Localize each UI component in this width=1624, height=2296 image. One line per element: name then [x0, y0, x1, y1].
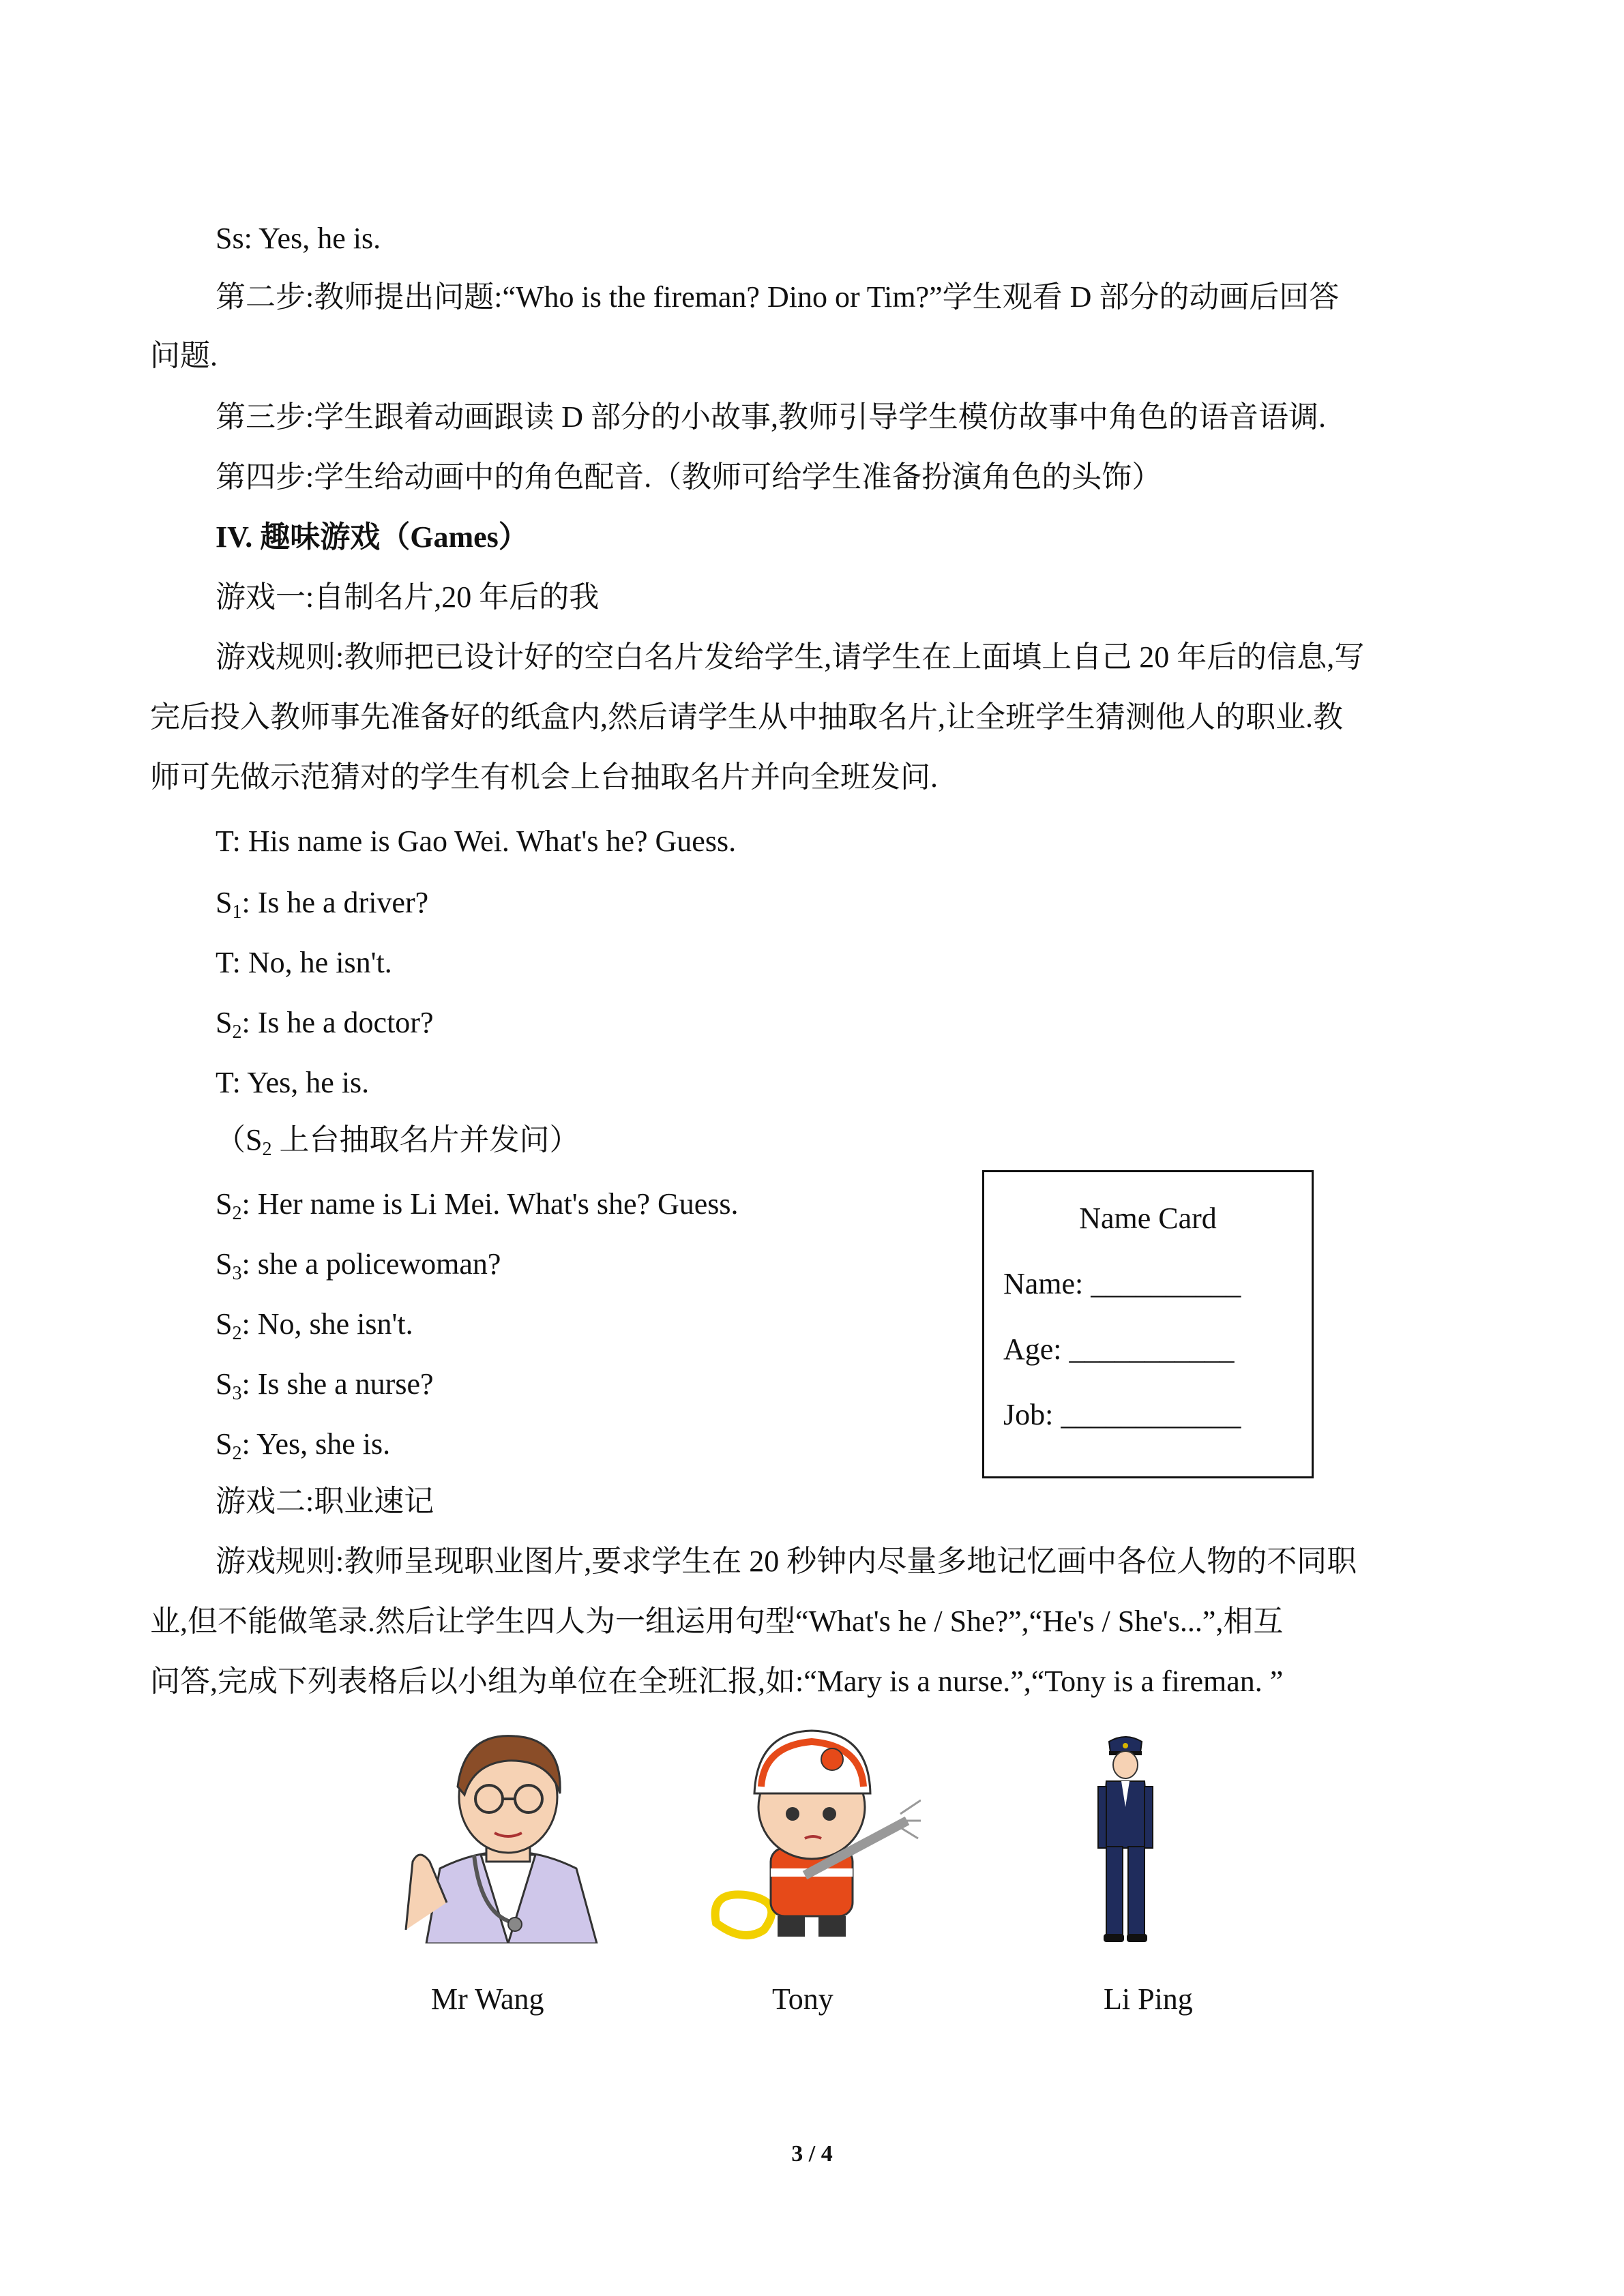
dialogue-line: $S_2$: No, she isn't. [216, 1307, 413, 1344]
game-two-rules-line-1: 游戏规则:教师呈现职业图片,要求学生在 20 秒钟内尽量多地记忆画中各位人物的不同职 [216, 1545, 1357, 1578]
name-card-name-line: Name: __________ [1003, 1267, 1241, 1300]
step-three-line: 第三步:学生跟着动画跟读 D 部分的小故事,教师引导学生模仿故事中角色的语音语调. [216, 400, 1326, 434]
game-one-rules-line-2: 完后投入教师事先准备好的纸盒内,然后请学生从中抽取名片,让全班学生猜测他人的职业.教 [150, 700, 1343, 734]
fireman-illustration-icon [703, 1718, 921, 1943]
name-card-age-line: Age: ___________ [1003, 1332, 1235, 1366]
game-two-rules-line-2: 业,但不能做笔录.然后让学生四人为一组运用句型“What's he / She?”,“He's / She's...”,相互 [150, 1605, 1284, 1638]
game-one-title: 游戏一:自制名片,20 年后的我 [216, 580, 600, 614]
game-two-title: 游戏二:职业速记 [216, 1485, 434, 1518]
dialogue-line: $S_3$: she a policewoman? [216, 1247, 501, 1284]
game-two-rules-line-3: 问答,完成下列表格后以小组为单位在全班汇报,如:“Mary is a nurse.”,“Tony is a fireman. ” [150, 1665, 1284, 1698]
dialogue-line: T: Yes, he is. [216, 1066, 370, 1099]
page-number: 3 / 4 [791, 2141, 833, 2166]
policeman-illustration-icon [1091, 1732, 1160, 1950]
dialogue-line: T: No, he isn't. [216, 946, 392, 979]
dialogue-line: Ss: Yes, he is. [216, 222, 381, 255]
step-two-line-2: 问题. [150, 339, 218, 372]
figure-caption: Tony [772, 1982, 833, 2016]
name-card-job-line: Job: ____________ [1003, 1398, 1241, 1431]
dialogue-line: $S_3$: Is she a nurse? [216, 1367, 434, 1404]
doctor-illustration-icon [399, 1718, 617, 1943]
dialogue-line: $S_2$: Is he a doctor? [216, 1006, 434, 1043]
figure-caption: Mr Wang [431, 1982, 544, 2016]
step-four-line: 第四步:学生给动画中的角色配音.（教师可给学生准备扮演角色的头饰） [216, 460, 1162, 494]
dialogue-line: $S_2$: Yes, she is. [216, 1427, 391, 1464]
section-heading: IV. 趣味游戏（Games） [216, 520, 529, 554]
game-one-rules-line-3: 师可先做示范猜对的学生有机会上台抽取名片并向全班发问. [150, 760, 938, 794]
game-one-rules-line-1: 游戏规则:教师把已设计好的空白名片发给学生,请学生在上面填上自己 20 年后的信息,写 [216, 640, 1365, 674]
name-card-title: Name Card [1079, 1202, 1217, 1235]
step-two-line-1: 第二步:教师提出问题:“Who is the fireman? Dino or Tim?”学生观看 D 部分的动画后回答 [216, 280, 1340, 314]
dialogue-line: $S_1$: Is he a driver? [216, 886, 429, 923]
figure-caption: Li Ping [1104, 1982, 1193, 2016]
dialogue-line: $S_2$: Her name is Li Mei. What's she? Guess. [216, 1187, 739, 1224]
stage-note: （$S_2$ 上台抽取名片并发问） [216, 1123, 580, 1160]
dialogue-line: T: His name is Gao Wei. What's he? Guess. [216, 824, 737, 858]
name-card-box [982, 1170, 1314, 1478]
